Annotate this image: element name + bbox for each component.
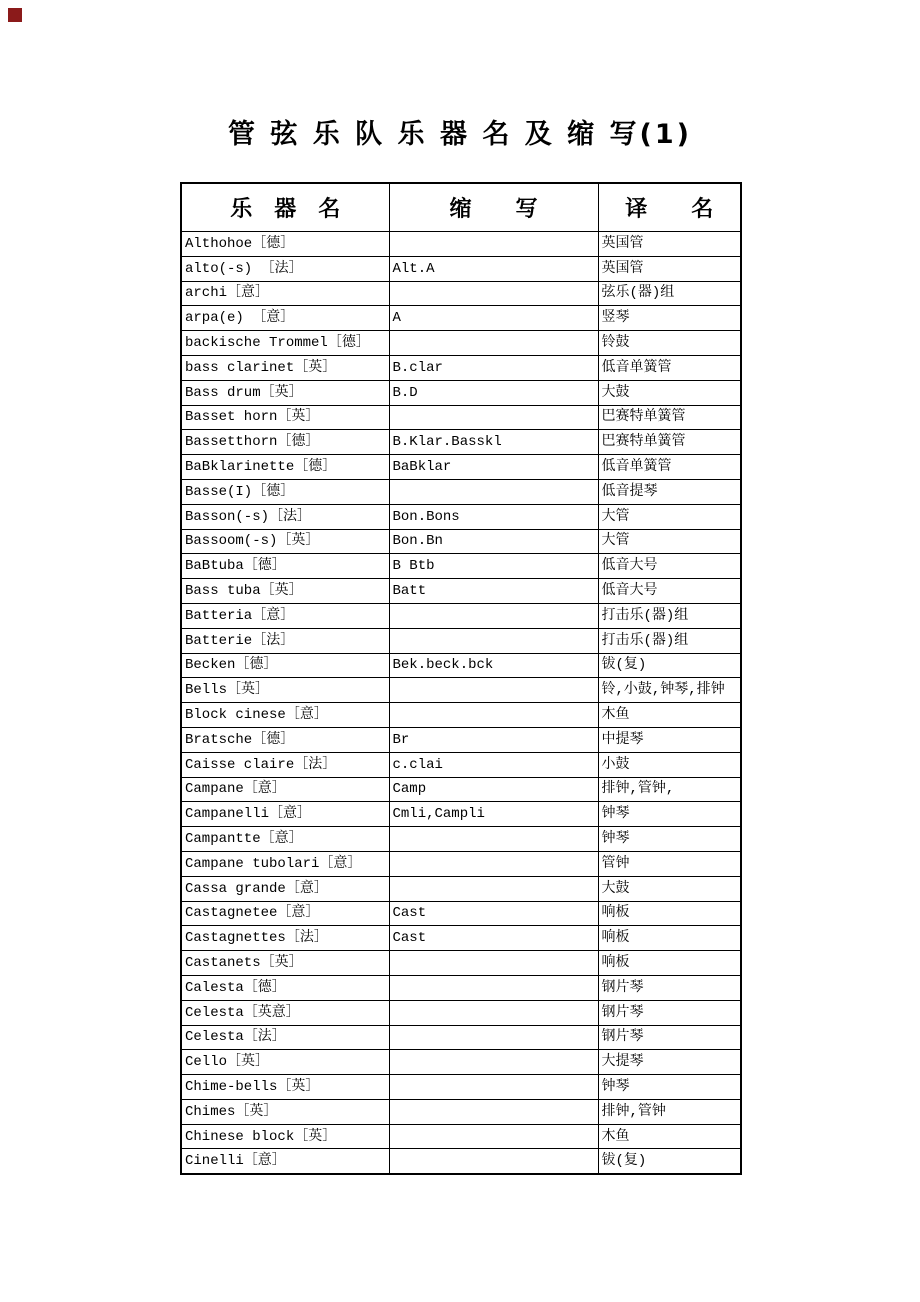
cell-instrument-name: Castanets［英］ [181,951,389,976]
table-row [181,727,741,752]
cell-translated-name: 大鼓 [598,876,741,901]
cell-abbreviation: c.clai [389,752,598,777]
table-row [181,430,741,455]
cell-abbreviation [389,851,598,876]
cell-instrument-name: bass clarinet［英］ [181,355,389,380]
table-row [181,1075,741,1100]
cell-instrument-name: Campantte［意］ [181,827,389,852]
cell-abbreviation [389,603,598,628]
cell-translated-name: 巴赛特单簧管 [598,405,741,430]
cell-instrument-name: Calesta［德］ [181,975,389,1000]
cell-abbreviation: Bon.Bons [389,504,598,529]
cell-instrument-name: Becken［德］ [181,653,389,678]
cell-abbreviation: Br [389,727,598,752]
cell-instrument-name: Basson(-s)［法］ [181,504,389,529]
table-row [181,603,741,628]
cell-abbreviation [389,1124,598,1149]
table-row [181,256,741,281]
header-abbreviation: 缩 写 [389,183,598,232]
cell-translated-name: 大提琴 [598,1050,741,1075]
cell-translated-name: 大管 [598,504,741,529]
cell-instrument-name: BaBtuba［德］ [181,554,389,579]
table-row [181,554,741,579]
table-row [181,876,741,901]
table-row [181,951,741,976]
cell-instrument-name: Basse(I)［德］ [181,479,389,504]
cell-instrument-name: archi［意］ [181,281,389,306]
table-row [181,1149,741,1174]
cell-abbreviation: Alt.A [389,256,598,281]
cell-abbreviation [389,1050,598,1075]
table-row [181,455,741,480]
cell-instrument-name: Bass tuba［英］ [181,579,389,604]
cell-instrument-name: Bratsche［德］ [181,727,389,752]
cell-translated-name: 巴赛特单簧管 [598,430,741,455]
table-row [181,975,741,1000]
table-row [181,355,741,380]
cell-instrument-name: Campane tubolari［意］ [181,851,389,876]
cell-instrument-name: Batteria［意］ [181,603,389,628]
cell-abbreviation: Camp [389,777,598,802]
table-row [181,703,741,728]
cell-instrument-name: Campane［意］ [181,777,389,802]
cell-abbreviation: BaBklar [389,455,598,480]
cell-instrument-name: Castagnettes［法］ [181,926,389,951]
cell-abbreviation: Cast [389,926,598,951]
table-row [181,777,741,802]
cell-abbreviation [389,479,598,504]
cell-abbreviation [389,1099,598,1124]
cell-instrument-name: Bass drum［英］ [181,380,389,405]
cell-instrument-name: Chinese block［英］ [181,1124,389,1149]
cell-translated-name: 钢片琴 [598,975,741,1000]
cell-translated-name: 钟琴 [598,827,741,852]
cell-translated-name: 钟琴 [598,1075,741,1100]
cell-instrument-name: Chime-bells［英］ [181,1075,389,1100]
cell-abbreviation [389,951,598,976]
cell-abbreviation [389,827,598,852]
cell-instrument-name: Block cinese［意］ [181,703,389,728]
cell-translated-name: 中提琴 [598,727,741,752]
table-body [181,232,741,1175]
cell-instrument-name: arpa(e) ［意］ [181,306,389,331]
cell-abbreviation: Bek.beck.bck [389,653,598,678]
cell-instrument-name: Castagnetee［意］ [181,901,389,926]
cell-abbreviation: B.clar [389,355,598,380]
table-row [181,1099,741,1124]
table-row [181,901,741,926]
cell-translated-name: 低音提琴 [598,479,741,504]
table-row [181,678,741,703]
cell-translated-name: 低音单簧管 [598,355,741,380]
cell-instrument-name: Althohoe［德］ [181,232,389,257]
cell-abbreviation: Batt [389,579,598,604]
cell-translated-name: 钢片琴 [598,1025,741,1050]
table-row [181,504,741,529]
cell-instrument-name: Bells［英］ [181,678,389,703]
page-title: 管 弦 乐 队 乐 器 名 及 缩 写(1) [227,119,693,150]
cell-translated-name: 铃,小鼓,钟琴,排钟 [598,678,741,703]
cell-translated-name: 响板 [598,901,741,926]
cell-abbreviation [389,703,598,728]
cell-abbreviation [389,628,598,653]
cell-instrument-name: Celesta［英意］ [181,1000,389,1025]
cell-translated-name: 木鱼 [598,703,741,728]
cell-translated-name: 钟琴 [598,802,741,827]
table-row [181,306,741,331]
cell-translated-name: 大管 [598,529,741,554]
cell-abbreviation: Cast [389,901,598,926]
cell-translated-name: 木鱼 [598,1124,741,1149]
header-instrument-name: 乐 器 名 [181,183,389,232]
cell-instrument-name: BaBklarinette［德］ [181,455,389,480]
table-row [181,926,741,951]
table-header-row [181,183,741,232]
cell-instrument-name: Campanelli［意］ [181,802,389,827]
cell-abbreviation: B.D [389,380,598,405]
cell-translated-name: 竖琴 [598,306,741,331]
cell-abbreviation [389,331,598,356]
cell-translated-name: 排钟,管钟 [598,1099,741,1124]
cell-translated-name: 低音大号 [598,579,741,604]
cell-translated-name: 低音单簧管 [598,455,741,480]
cell-translated-name: 大鼓 [598,380,741,405]
cell-translated-name: 英国管 [598,232,741,257]
table-row [181,1050,741,1075]
cell-abbreviation [389,281,598,306]
cell-instrument-name: backische Trommel［德］ [181,331,389,356]
cell-instrument-name: Cinelli［意］ [181,1149,389,1174]
instruments-table [180,182,742,1175]
table-row [181,331,741,356]
table-row [181,579,741,604]
table-row [181,529,741,554]
cell-translated-name: 钹(复) [598,1149,741,1174]
cell-instrument-name: Cassa grande［意］ [181,876,389,901]
cell-translated-name: 弦乐(器)组 [598,281,741,306]
cell-abbreviation [389,1149,598,1174]
cell-instrument-name: Batterie［法］ [181,628,389,653]
cell-instrument-name: Caisse claire［法］ [181,752,389,777]
table-row [181,752,741,777]
table-row [181,653,741,678]
cell-instrument-name: Basset horn［英］ [181,405,389,430]
cell-abbreviation [389,975,598,1000]
cell-instrument-name: Bassoom(-s)［英］ [181,529,389,554]
table-row [181,1025,741,1050]
cell-translated-name: 小鼓 [598,752,741,777]
cell-translated-name: 响板 [598,951,741,976]
table-row [181,281,741,306]
corner-marker [8,8,22,22]
table-row [181,851,741,876]
cell-translated-name: 钹(复) [598,653,741,678]
cell-translated-name: 打击乐(器)组 [598,628,741,653]
cell-instrument-name: Cello［英］ [181,1050,389,1075]
cell-abbreviation: Cmli,Campli [389,802,598,827]
table-row [181,405,741,430]
cell-translated-name: 打击乐(器)组 [598,603,741,628]
header-translated-name: 译 名 [598,183,741,232]
table-row [181,628,741,653]
cell-abbreviation: Bon.Bn [389,529,598,554]
cell-translated-name: 英国管 [598,256,741,281]
cell-instrument-name: alto(-s) ［法］ [181,256,389,281]
cell-instrument-name: Bassetthorn［德］ [181,430,389,455]
cell-abbreviation [389,1075,598,1100]
cell-translated-name: 排钟,管钟, [598,777,741,802]
table-row [181,1124,741,1149]
cell-abbreviation [389,876,598,901]
cell-abbreviation [389,1025,598,1050]
cell-translated-name: 响板 [598,926,741,951]
table-row [181,380,741,405]
table-row [181,1000,741,1025]
cell-translated-name: 铃鼓 [598,331,741,356]
cell-translated-name: 低音大号 [598,554,741,579]
table-row [181,802,741,827]
cell-translated-name: 管钟 [598,851,741,876]
cell-abbreviation [389,1000,598,1025]
cell-instrument-name: Celesta［法］ [181,1025,389,1050]
table-row [181,479,741,504]
cell-instrument-name: Chimes［英］ [181,1099,389,1124]
table-row [181,232,741,257]
cell-abbreviation: B Btb [389,554,598,579]
cell-abbreviation: A [389,306,598,331]
cell-abbreviation: B.Klar.Basskl [389,430,598,455]
cell-translated-name: 钢片琴 [598,1000,741,1025]
cell-abbreviation [389,232,598,257]
table-row [181,827,741,852]
cell-abbreviation [389,678,598,703]
cell-abbreviation [389,405,598,430]
